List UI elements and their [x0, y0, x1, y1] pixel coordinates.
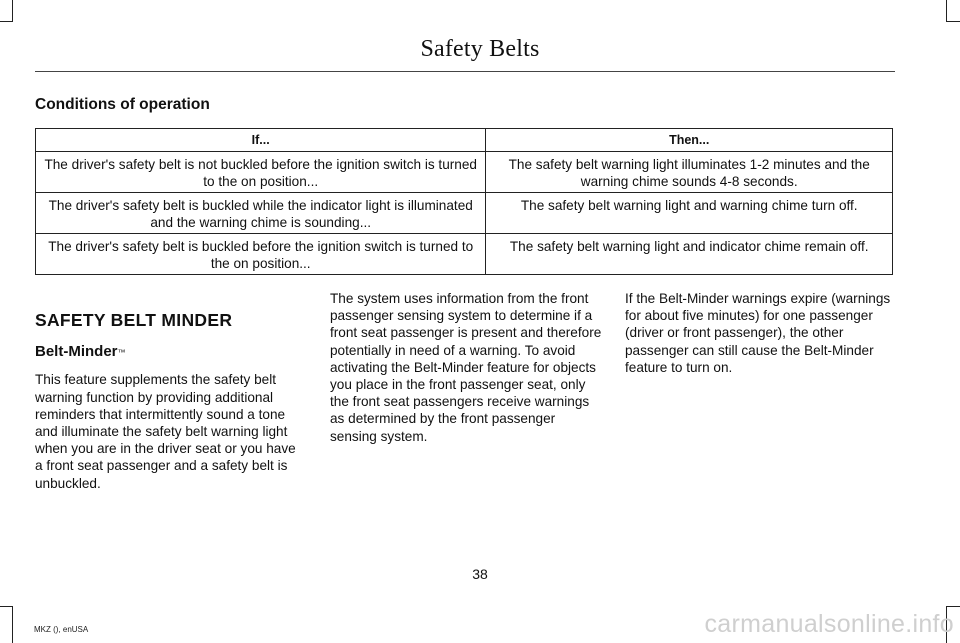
crop-mark — [12, 0, 13, 22]
table-cell-if: The driver's safety belt is buckled while the indicator light is illuminated and the warning chime is sounding... — [36, 193, 486, 234]
text-column-3 — [625, 290, 897, 376]
text-column-1 — [35, 290, 303, 492]
body-paragraph: This feature supplements the safety belt warning function by providing additional reminders that intermittently sound a tone and illuminate the safety belt warning light when you are in the driver seat or you have a front seat passenger and a safety belt is unbuckled. — [35, 372, 296, 491]
table-cell-if: The driver's safety belt is not buckled before the ignition switch is turned to the on position... — [36, 152, 486, 193]
text-column-2 — [330, 290, 602, 445]
section-title: SAFETY BELT MINDER — [35, 310, 233, 330]
conditions-table — [35, 128, 893, 275]
watermark: carmanualsonline.info — [704, 610, 954, 638]
body-paragraph: The system uses information from the front passenger sensing system to determine if a front seat passenger is present and therefore potentially in need of a warning. To avoid activating the Belt-Minder feature for objects you place in the front passenger seat, only the front seat passengers receive warnings as determined by the front passenger sensing system. — [330, 291, 602, 444]
body-paragraph: If the Belt-Minder warnings expire (warnings for about five minutes) for one passenger (driver or front passenger), the other passenger can still cause the Belt-Minder feature to turn on. — [625, 291, 891, 375]
crop-mark — [947, 606, 960, 607]
crop-mark — [946, 0, 947, 22]
table-header-row — [36, 129, 893, 152]
table-cell-then: The safety belt warning light and indicator chime remain off. — [486, 234, 893, 275]
crop-mark — [0, 21, 12, 22]
footer-code: MKZ (), enUSA — [34, 625, 89, 634]
page-number: 38 — [472, 566, 488, 582]
table-row — [36, 193, 893, 234]
conditions-heading: Conditions of operation — [35, 96, 210, 113]
header-divider — [35, 71, 895, 72]
subsection-title-text: Belt-Minder — [35, 343, 118, 361]
column-header-if: If... — [36, 129, 486, 152]
table-row — [36, 152, 893, 193]
table-cell-then: The safety belt warning light and warning chime turn off. — [486, 193, 893, 234]
table-cell-if: The driver's safety belt is buckled before the ignition switch is turned to the on position... — [36, 234, 486, 275]
trademark-symbol: ™ — [117, 348, 126, 358]
crop-mark — [947, 21, 960, 22]
subsection-title — [35, 343, 303, 360]
column-header-then: Then... — [486, 129, 893, 152]
table-cell-then: The safety belt warning light illuminates 1-2 minutes and the warning chime sounds 4-8 seconds. — [486, 152, 893, 193]
table-row — [36, 234, 893, 275]
crop-mark — [0, 606, 12, 607]
crop-mark — [12, 606, 13, 643]
page-title: Safety Belts — [420, 36, 540, 62]
